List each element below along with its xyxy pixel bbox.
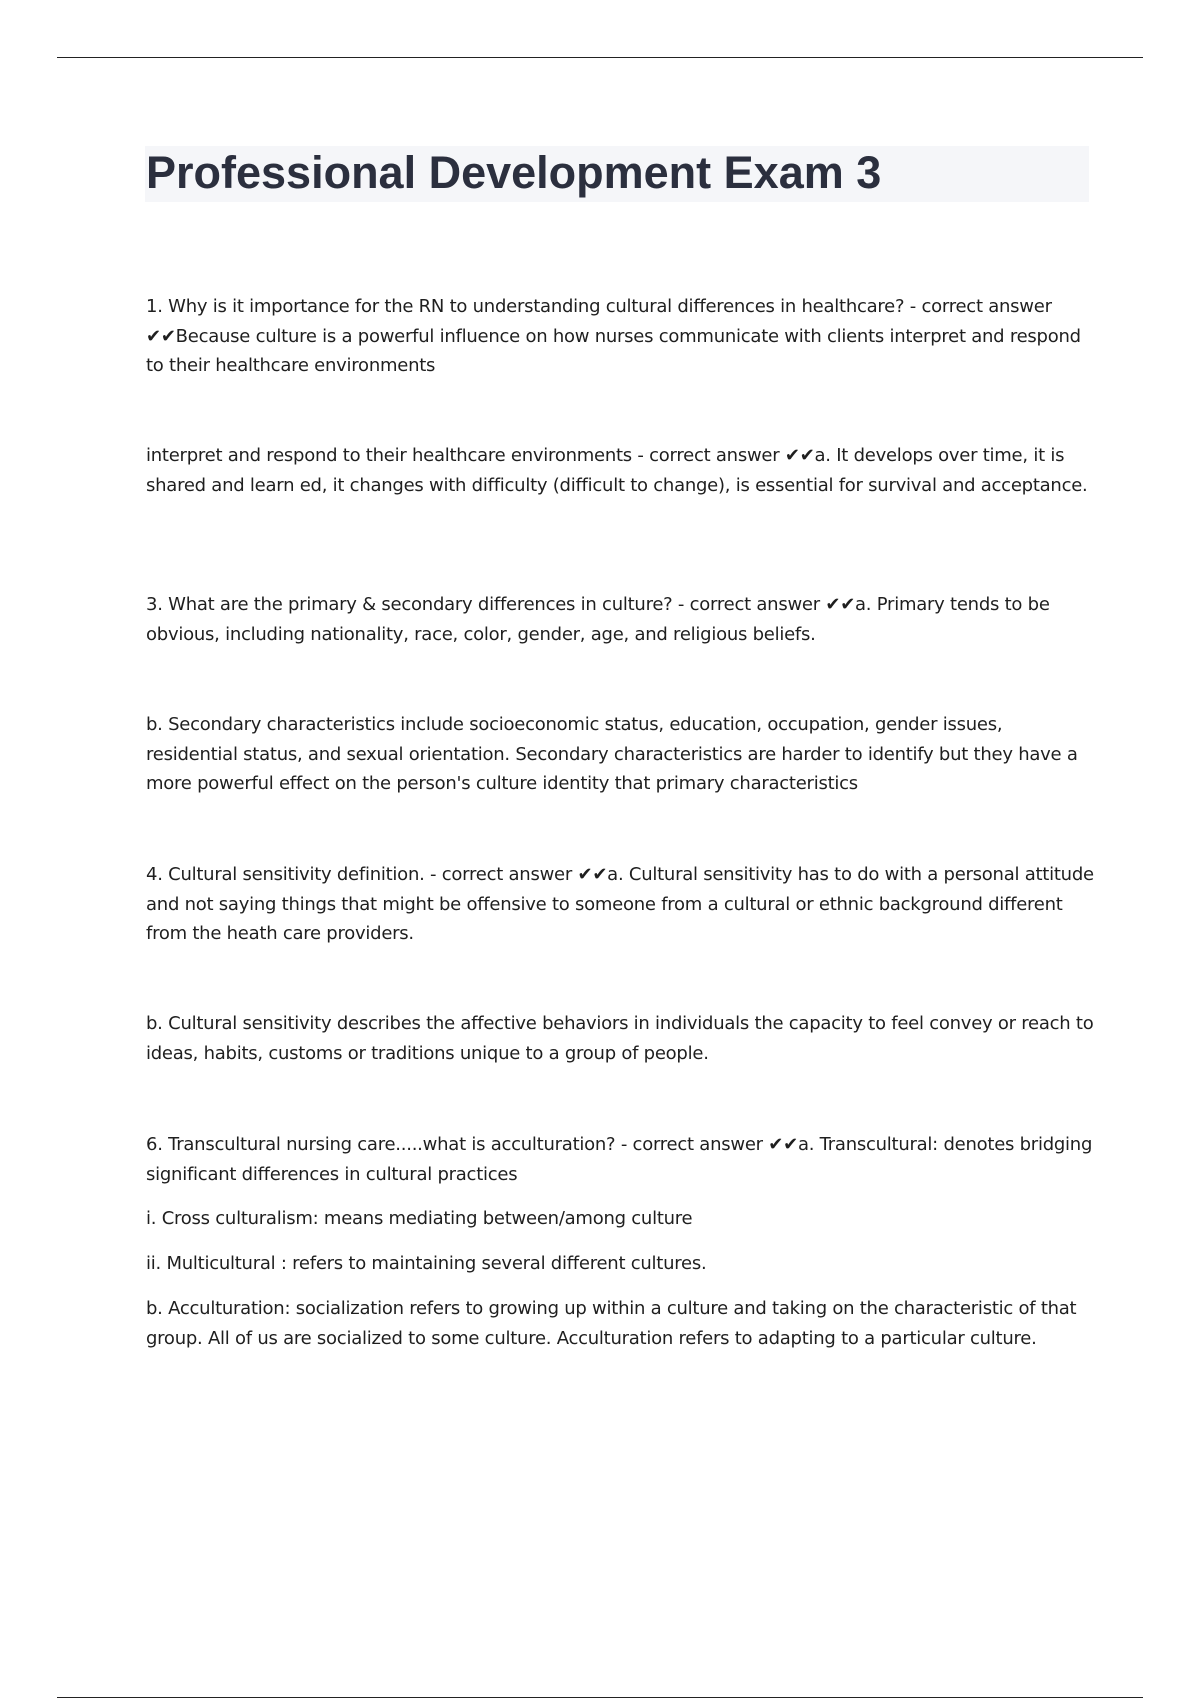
question-4-answer-a: 4. Cultural sensitivity definition. - correct answer ✔✔a. Cultural sensitivity has to do with a personal attitude and not saying things that might be offensive to someone from a cultural or ethnic background different from the heath care providers. [146, 864, 1094, 944]
question-4-answer-b: b. Cultural sensitivity describes the affective behaviors in individuals the capacity to feel convey or reach to ideas, habits, customs or traditions unique to a group of people. [146, 1013, 1094, 1064]
question-3-answer-b: b. Secondary characteristics include socioeconomic status, education, occupation, gender issues, residential status, and sexual orientation. Secondary characteristics are harder to identify but they have a more powerful effect on the person's culture identity that primary characteristics [146, 714, 1078, 794]
question-1-answer: 1. Why is it importance for the RN to understanding cultural differences in healthcare? - correct answer ✔✔Because culture is a powerful influence on how nurses communicate with clients interpret and respond to their healthcare environments [146, 296, 1081, 376]
top-divider [57, 57, 1143, 58]
question-6-item-ii: ii. Multicultural : refers to maintaining several different cultures. [146, 1253, 707, 1274]
question-6-item-i: i. Cross culturalism: means mediating between/among culture [146, 1208, 693, 1229]
question-3-answer-a: 3. What are the primary & secondary differences in culture? - correct answer ✔✔a. Primary tends to be obvious, including nationality, race, color, gender, age, and religious beliefs. [146, 594, 1050, 645]
bottom-divider [57, 1697, 1143, 1698]
question-6-answer-b: b. Acculturation: socialization refers to growing up within a culture and taking on the characteristic of that group. All of us are socialized to some culture. Acculturation refers to adapting to a particular culture. [146, 1298, 1077, 1349]
question-6-answer-a: 6. Transcultural nursing care.....what is acculturation? - correct answer ✔✔a. Transcultural: denotes bridging significant differences in cultural practices [146, 1134, 1093, 1185]
page-title: Professional Development Exam 3 [146, 147, 882, 198]
question-2-answer: interpret and respond to their healthcare environments - correct answer ✔✔a. It develops over time, it is shared and learn ed, it changes with difficulty (difficult to change), is essential for survival and acceptance. [146, 445, 1088, 496]
